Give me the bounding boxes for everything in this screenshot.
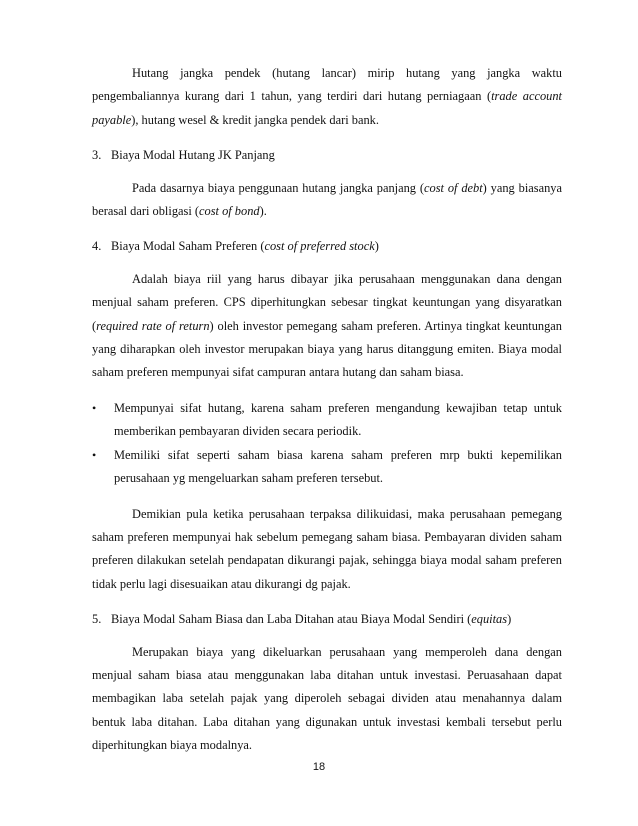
paragraph-text: ), hutang wesel & kredit jangka pendek dari bank. [131,112,379,127]
heading-text: Biaya Modal Saham Biasa dan Laba Ditahan atau Biaya Modal Sendiri ( [111,612,472,627]
bullet-icon: • [92,447,97,462]
paragraph-text: ) oleh investor pemegang saham preferen. Artinya tingkat keuntungan yang diharapkan oleh investor merupakan biaya yang harus ditanggung emiten. Biaya modal saham preferen mempunyai sifat campuran antara hutang dan saham biasa. [92,318,562,380]
heading-number: 4. [92,239,102,254]
paragraph-italic-term: required rate of return [96,318,210,333]
page-number: 18 [312,761,326,773]
heading-text: Biaya Modal Saham Preferen ( [111,239,265,254]
paragraph-italic-term: trade account payable [92,89,562,127]
paragraph-text: Hutang jangka pendek (hutang lancar) mirip hutang yang jangka waktu pengembaliannya kurang dari 1 tahun, yang terdiri dari hutang perniagaan ( [92,66,562,104]
heading-section-3 [92,144,562,167]
heading-text: ) [374,239,379,254]
bullet-list [92,397,562,491]
paragraph-text: Pada dasarnya biaya penggunaan hutang jangka panjang ( [132,180,424,195]
list-item-text: Memiliki sifat seperti saham biasa karena saham preferen mrp bukti kepemilikan perusahaan yg mengeluarkan saham preferen tersebut. [114,447,562,486]
paragraph-text: Demikian pula ketika perusahaan terpaksa dilikuidasi, maka perusahaan pemegang saham preferen mempunyai hak sebelum pemegang saham biasa. Pembayaran dividen saham preferen dilakukan setelah pendapatan dikurangi pajak, sehingga biaya modal saham preferen tidak perlu lagi disesuaikan atau dikurangi dg pajak. [92,506,562,591]
heading-text: Biaya Modal Hutang JK Panjang [111,148,275,163]
list-item [92,444,562,491]
paragraph-text: Adalah biaya riil yang harus dibayar jika perusahaan menggunakan dana dengan menjual saham preferen. CPS diperhitungkan sebesar tingkat keuntungan yang disyaratkan ( [92,271,562,333]
paragraph-liquidation [92,503,562,597]
paragraph-common-equity [92,641,562,758]
paragraph-long-term-debt [92,177,562,224]
heading-italic-term: equitas [471,612,508,627]
paragraph-text: ). [259,204,267,219]
heading-section-5 [92,608,562,631]
heading-number: 5. [92,612,102,627]
list-item-text: Mempunyai sifat hutang, karena saham preferen mengandung kewajiban tetap untuk memberikan pembayaran dividen secara periodik. [114,400,562,439]
paragraph-italic-term: cost of debt [424,180,483,195]
paragraph-text: ) yang biasanya berasal dari obligasi ( [92,180,562,219]
heading-text: ) [507,612,512,627]
heading-number: 3. [92,148,102,163]
bullet-icon: • [92,400,97,415]
document-page [92,62,562,758]
paragraph-short-term-debt [92,62,562,132]
heading-section-4 [92,235,562,258]
list-item [92,397,562,444]
heading-italic-term: cost of preferred stock [264,239,375,254]
paragraph-preferred-stock [92,268,562,385]
paragraph-italic-term: cost of bond [199,204,260,219]
paragraph-text: Merupakan biaya yang dikeluarkan perusahaan yang memperoleh dana dengan menjual saham biasa atau menggunakan laba ditahan untuk investasi. Peruasahaan dapat membagikan laba setelah pajak yang diperoleh sebagai dividen atau menahannya dalam bentuk laba ditahan. Laba ditahan yang digunakan untuk investasi kembali tersebut perlu diperhitungkan biaya modalnya. [92,644,562,753]
